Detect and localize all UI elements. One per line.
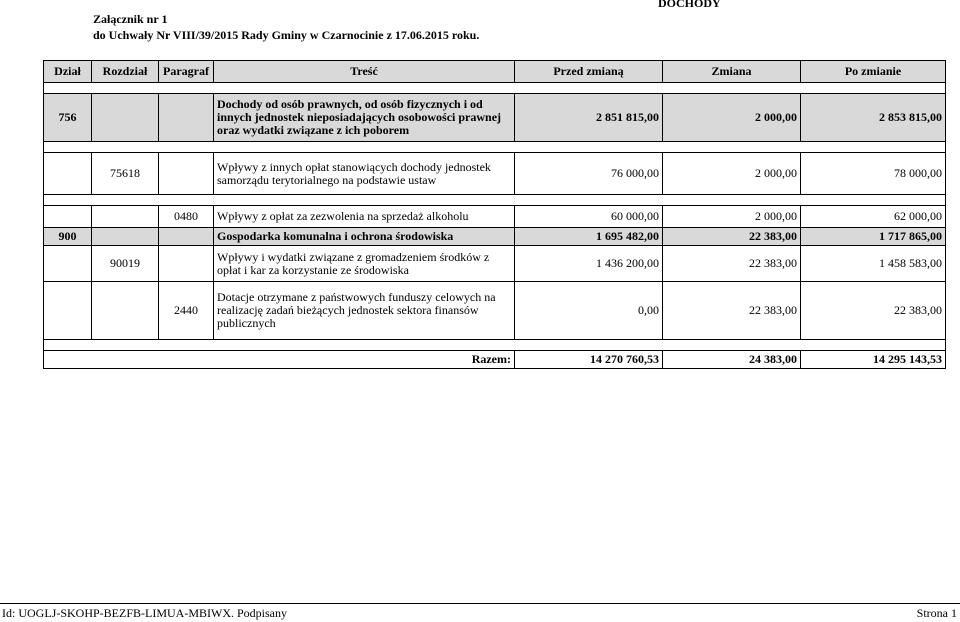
cell-przed: 0,00 (515, 282, 663, 340)
cell-dzial (44, 282, 92, 340)
cell-zmiana: 22 383,00 (663, 228, 801, 246)
cell-po: 2 853 815,00 (801, 94, 946, 142)
cell-zmiana: 22 383,00 (663, 246, 801, 282)
table-row (44, 206, 946, 228)
cell-paragraf: 2440 (159, 282, 214, 340)
table-row (44, 94, 946, 142)
cell-zmiana: 2 000,00 (663, 94, 801, 142)
table-row (44, 282, 946, 340)
cell-tresc: Wpływy z innych opłat stanowiących dochody jednostek samorządu terytorialnego na podstawie ustaw (214, 153, 515, 195)
totals-po: 14 295 143,53 (801, 351, 946, 369)
cell-zmiana: 2 000,00 (663, 206, 801, 228)
col-header-przed: Przed zmianą (515, 61, 663, 83)
resolution-reference: do Uchwały Nr VIII/39/2015 Rady Gminy w Czarnocinie z 17.06.2015 roku. (93, 28, 480, 42)
cell-przed: 76 000,00 (515, 153, 663, 195)
cell-paragraf: 0480 (159, 206, 214, 228)
col-header-tresc: Treść (214, 61, 515, 83)
cell-zmiana: 2 000,00 (663, 153, 801, 195)
cell-tresc: Wpływy z opłat za zezwolenia na sprzedaż alkoholu (214, 206, 515, 228)
table-header-row (44, 61, 946, 83)
cell-rozdzial: 75618 (92, 153, 159, 195)
cell-przed: 1 436 200,00 (515, 246, 663, 282)
cell-rozdzial (92, 206, 159, 228)
totals-przed: 14 270 760,53 (515, 351, 663, 369)
attachment-number: Załącznik nr 1 (93, 12, 168, 26)
table-row (44, 228, 946, 246)
cell-po: 1 458 583,00 (801, 246, 946, 282)
cell-rozdzial: 90019 (92, 246, 159, 282)
table-spacer (44, 195, 946, 206)
cell-dzial (44, 206, 92, 228)
cell-dzial: 756 (44, 94, 92, 142)
cell-rozdzial (92, 94, 159, 142)
cell-tresc: Gospodarka komunalna i ochrona środowiska (214, 228, 515, 246)
cell-paragraf (159, 246, 214, 282)
cell-po: 1 717 865,00 (801, 228, 946, 246)
totals-zmiana: 24 383,00 (663, 351, 801, 369)
cell-przed: 1 695 482,00 (515, 228, 663, 246)
cell-rozdzial (92, 228, 159, 246)
cell-po: 62 000,00 (801, 206, 946, 228)
col-header-zmiana: Zmiana (663, 61, 801, 83)
col-header-rozdzial: Rozdział (92, 61, 159, 83)
document-id: Id: UOGLJ-SKOHP-BEZFB-LIMUA-MBIWX. Podpisany (2, 606, 287, 620)
page-number: Strona 1 (916, 606, 957, 620)
totals-label: Razem: (44, 351, 515, 369)
col-header-po: Po zmianie (801, 61, 946, 83)
col-header-paragraf: Paragraf (159, 61, 214, 83)
cell-po: 22 383,00 (801, 282, 946, 340)
table-spacer (44, 142, 946, 153)
table-spacer (44, 340, 946, 351)
cell-tresc: Dotacje otrzymane z państwowych funduszy celowych na realizację zadań bieżących jednostek sektora finansów publicznych (214, 282, 515, 340)
cell-dzial: 900 (44, 228, 92, 246)
cell-paragraf (159, 153, 214, 195)
cell-paragraf (159, 228, 214, 246)
table-spacer (44, 83, 946, 94)
cell-tresc: Dochody od osób prawnych, od osób fizycznych i od innych jednostek nieposiadających osobowości prawnej oraz wydatki związane z ich poborem (214, 94, 515, 142)
cell-paragraf (159, 94, 214, 142)
document-title: DOCHODY (658, 0, 721, 10)
cell-dzial (44, 246, 92, 282)
totals-row (44, 351, 946, 369)
cell-rozdzial (92, 282, 159, 340)
attachment-header (93, 11, 479, 43)
col-header-dzial: Dział (44, 61, 92, 83)
cell-tresc: Wpływy i wydatki związane z gromadzeniem środków z opłat i kar za korzystanie ze środowiska (214, 246, 515, 282)
cell-po: 78 000,00 (801, 153, 946, 195)
cell-zmiana: 22 383,00 (663, 282, 801, 340)
cell-przed: 60 000,00 (515, 206, 663, 228)
footer-divider (0, 603, 960, 604)
budget-table (43, 60, 946, 369)
table-row (44, 246, 946, 282)
table-row (44, 153, 946, 195)
cell-przed: 2 851 815,00 (515, 94, 663, 142)
